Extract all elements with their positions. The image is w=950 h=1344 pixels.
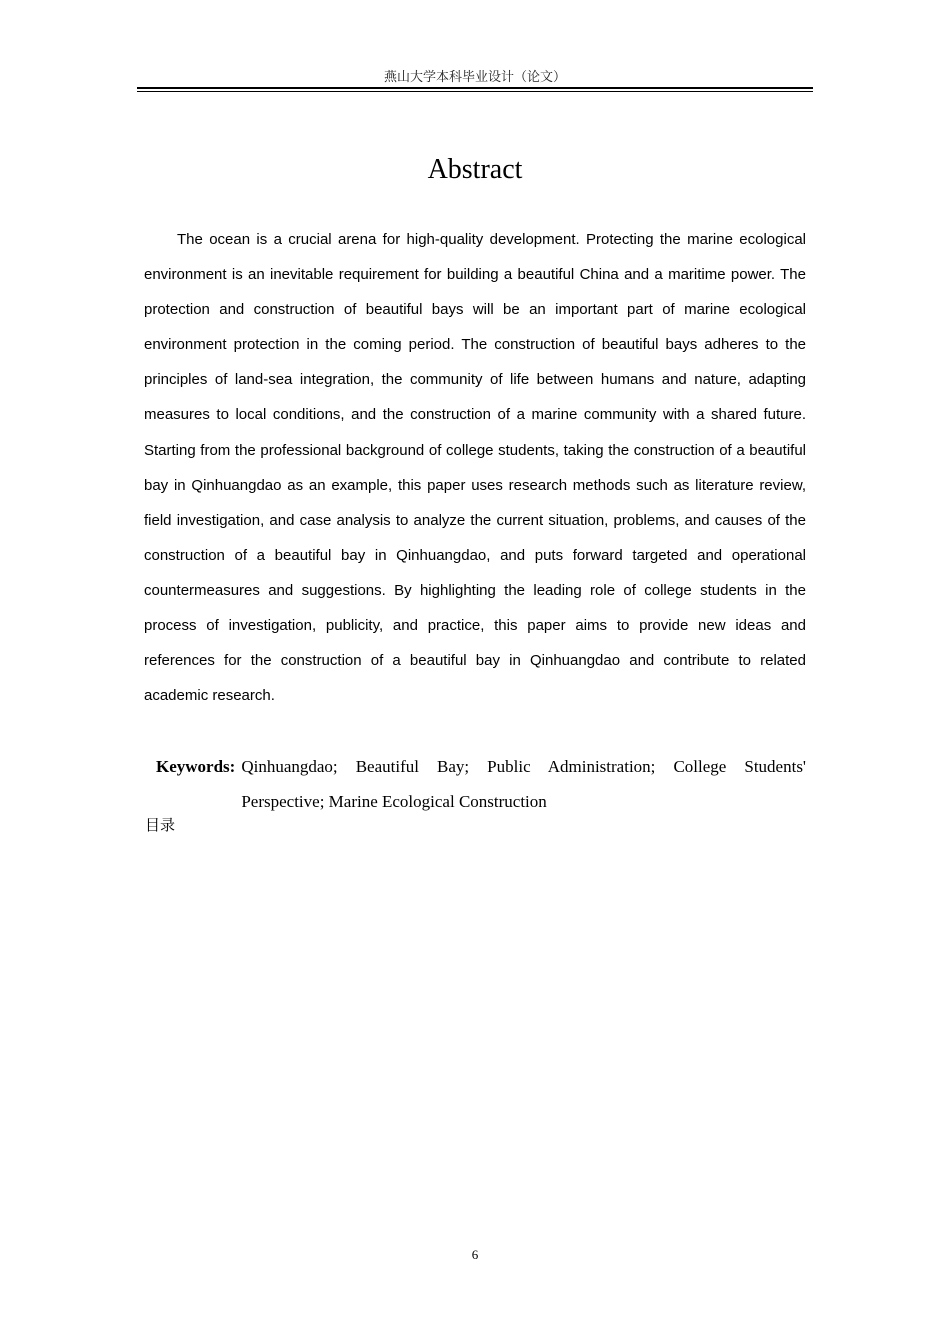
page-header: 燕山大学本科毕业设计（论文） bbox=[383, 70, 566, 85]
header-rule-thin bbox=[137, 91, 813, 92]
page-number: 6 bbox=[471, 1247, 479, 1262]
abstract-body: The ocean is a crucial arena for high-quality development. Protecting the marine ecological environment is an inevitable requirement for building a beautiful China and a maritime power. The protection and construction of beautiful bays will be an important part of marine ecological environment protection in the coming period. The construction of beautiful bays adheres to the principles of land-sea integration, the community of life between humans and nature, adapting measures to local conditions, and the construction of a marine community with a shared future. Starting from the professional background of college students, taking the construction of a beautiful bay in Qinhuangdao as an example, this paper uses research methods such as literature review, field investigation, and case analysis to analyze the current situation, problems, and causes of the construction of a beautiful bay in Qinhuangdao, and puts forward targeted and operational countermeasures and suggestions. By highlighting the leading role of college students in the process of investigation, publicity, and practice, this paper aims to provide new ideas and references for the construction of a beautiful bay in Qinhuangdao and contribute to related academic research. bbox=[144, 231, 806, 705]
toc-label: 目录 bbox=[145, 816, 176, 834]
abstract-heading: Abstract bbox=[427, 154, 523, 185]
keywords-text: Qinhuangdao; Beautiful Bay; Public Administration; College Students' Perspective; Marine Ecological Construction bbox=[241, 757, 806, 811]
keywords-block bbox=[156, 749, 806, 819]
keywords-label: Keywords: bbox=[156, 757, 236, 776]
header-rule-thick bbox=[137, 87, 813, 89]
